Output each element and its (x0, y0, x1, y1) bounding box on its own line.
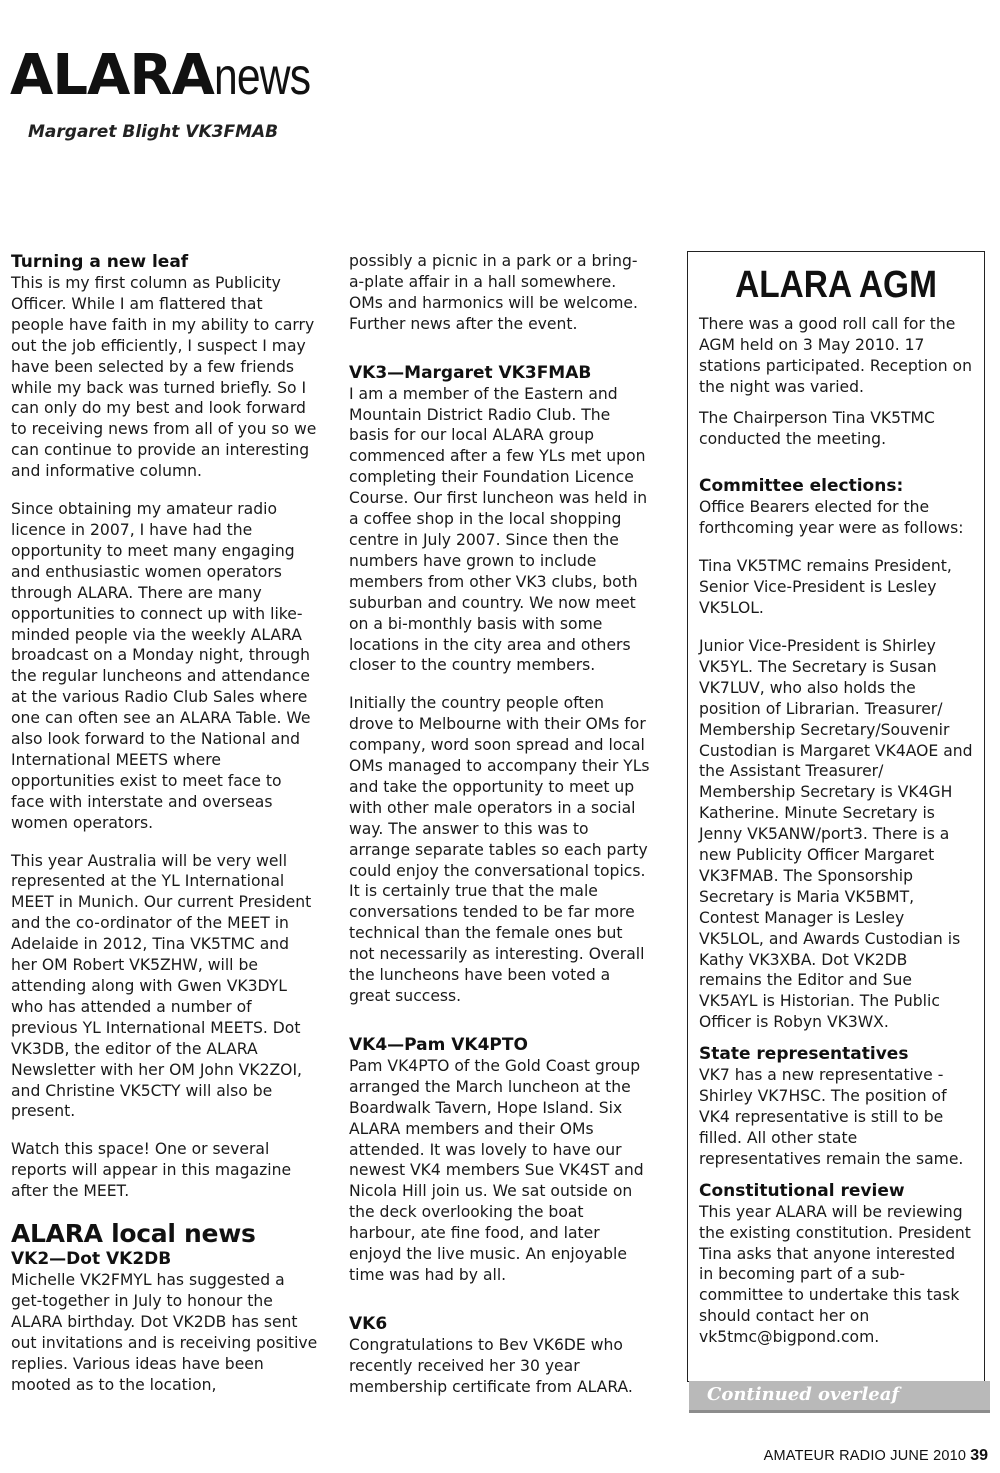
masthead (10, 43, 331, 108)
paragraph: This is my first column as Publicity Officer. While I am flattered that people have faith in my ability to carry out the job efficiently, I suspect I may have been selected by a few friends while my back was turned briefly. So I can only do my best and look forward to receiving news from all of you so we can continue to provide an interesting and informative column. (11, 274, 317, 481)
heading-committee-elections: Committee elections: (699, 476, 904, 497)
paragraph: Since obtaining my amateur radio licence in 2007, I have had the opportunity to meet many engaging and enthusiastic women operators through ALARA. There are many opportunities to connect up with like-minded people via the weekly ALARA broadcast on a Monday night, through the regular luncheons and attendance at the various Radio Club Sales where one can often see an ALARA Table. We also look forward to the National and International MEETS where opportunities exist to meet face to face with interstate and overseas women operators. (11, 500, 311, 832)
column-2 (349, 251, 651, 1398)
continued-bar (689, 1381, 990, 1413)
masthead-light: news (213, 48, 311, 106)
paragraph: I am a member of the Eastern and Mountain District Radio Club. The basis for our local ALARA group commenced after a few YLs met upon completing their Foundation Licence Course. Our first luncheon was held in a coffee shop in the local shopping centre in July 2007. Since then the numbers have grown to include members from other VK3 clubs, both suburban and country. We now meet on a bi-monthly basis with some locations in the city area and others closer to the country members. (349, 384, 648, 675)
heading-turning-new-leaf: Turning a new leaf (11, 252, 189, 272)
footer-page-number: 39 (970, 1447, 988, 1464)
paragraph: Office Bearers elected for the forthcoming year were as follows: (699, 498, 964, 538)
paragraph: possibly a picnic in a park or a bring-a-plate affair in a hall somewhere. OMs and harmonics will be welcome. Further news after the event. (349, 252, 638, 333)
paragraph: Congratulations to Bev VK6DE who recently received her 30 year membership certificate from ALARA. (349, 1335, 633, 1396)
paragraph: Pam VK4PTO of the Gold Coast group arranged the March luncheon at the Boardwalk Tavern, Hope Island. Six ALARA members and their OMs attended. It was lovely to have our newest VK4 members Sue VK4ST and Nicola Hill join us. We sat outside on the deck overlooking the boat harbour, ate fine food, and later enjoyd the live music. An enjoyable time was had by all. (349, 1056, 644, 1284)
agm-content (699, 314, 973, 1348)
heading-constitutional-review: Constitutional review (699, 1180, 905, 1201)
paragraph: This year Australia will be very well represented at the YL International MEET in Munich. Our current President and the co-ordinator of the MEET in Adelaide in 2012, Tina VK5TMC and her OM Robert VK5ZHW, will be attending along with Gwen VK3DYL who has attended a number of previous YL International MEETS. Dot VK3DB, the editor of the ALARA Newsletter with her OM John VK2ZOI, and Christine VK5CTY will also be present. (11, 851, 312, 1121)
paragraph: Initially the country people often drove to Melbourne with their OMs for company, word soon spread and local OMs managed to accompany their YLs and take the opportunity to meet up with other male operators in a social way. The answer to this was to arrange separate tables so each party could enjoy the conversational topics. It is certainly true that the male conversations tended to be far more technical than the female ones but not necessarily as interesting. Overall the luncheons have been voted a great success. (349, 694, 650, 1005)
paragraph: There was a good roll call for the AGM held on 3 May 2010. 17 stations participated. Reception on the night was varied. (699, 315, 972, 396)
agm-box (687, 251, 985, 1382)
heading-vk3: VK3—Margaret VK3FMAB (349, 362, 592, 383)
byline: Margaret Blight VK3FMAB (28, 122, 279, 142)
heading-state-representatives: State representatives (699, 1044, 909, 1065)
page-footer (764, 1447, 988, 1465)
footer-publication: AMATEUR RADIO JUNE 2010 (763, 1448, 967, 1464)
paragraph: Tina VK5TMC remains President, Senior Vice-President is Lesley VK5LOL. (699, 557, 952, 618)
heading-alara-local-news: ALARA local news (11, 1219, 256, 1249)
paragraph: Watch this space! One or several reports will appear in this magazine after the MEET. (11, 1140, 292, 1201)
masthead-bold: ALARA (10, 43, 214, 108)
continued-label: Continued overleaf (707, 1384, 900, 1405)
heading-vk6: VK6 (349, 1313, 388, 1334)
paragraph: This year ALARA will be reviewing the existing constitution. President Tina asks that anyone interested in becoming part of a sub-committee to undertake this task should contact her on vk5tmc@bigpond.com. (699, 1202, 971, 1347)
paragraph: Junior Vice-President is Shirley VK5YL. The Secretary is Susan VK7LUV, who also holds the position of Librarian. Treasurer/ Membership Secretary/Souvenir Custodian is Margaret VK4AOE and the Assistant Treasurer/ Membership Secretary is VK4GH Katherine. Minute Secretary is Jenny VK5ANW/port3. There is a new Publicity Officer Margaret VK3FMAB. The Sponsorship Secretary is Maria VK5BMT, Contest Manager is Lesley VK5LOL, and Awards Custodian is Kathy VK3XBA. Dot VK2DB remains the Editor and Sue VK5AYL is Historian. The Public Officer is Robyn VK3WX. (699, 636, 973, 1032)
agm-title: ALARA AGM (735, 264, 937, 306)
heading-vk2: VK2—Dot VK2DB (11, 1249, 172, 1270)
heading-vk4: VK4—Pam VK4PTO (349, 1034, 528, 1055)
paragraph: The Chairperson Tina VK5TMC conducted the meeting. (699, 408, 935, 448)
column-1 (11, 251, 319, 1396)
paragraph: VK7 has a new representative - Shirley VK7HSC. The position of VK4 representative is still to be filled. All other state representatives remain the same. (699, 1066, 964, 1168)
paragraph: Michelle VK2FMYL has suggested a get-together in July to honour the ALARA birthday. Dot VK2DB has sent out invitations and is receiving positive replies. Various ideas have been mooted as to the location, (11, 1271, 318, 1394)
